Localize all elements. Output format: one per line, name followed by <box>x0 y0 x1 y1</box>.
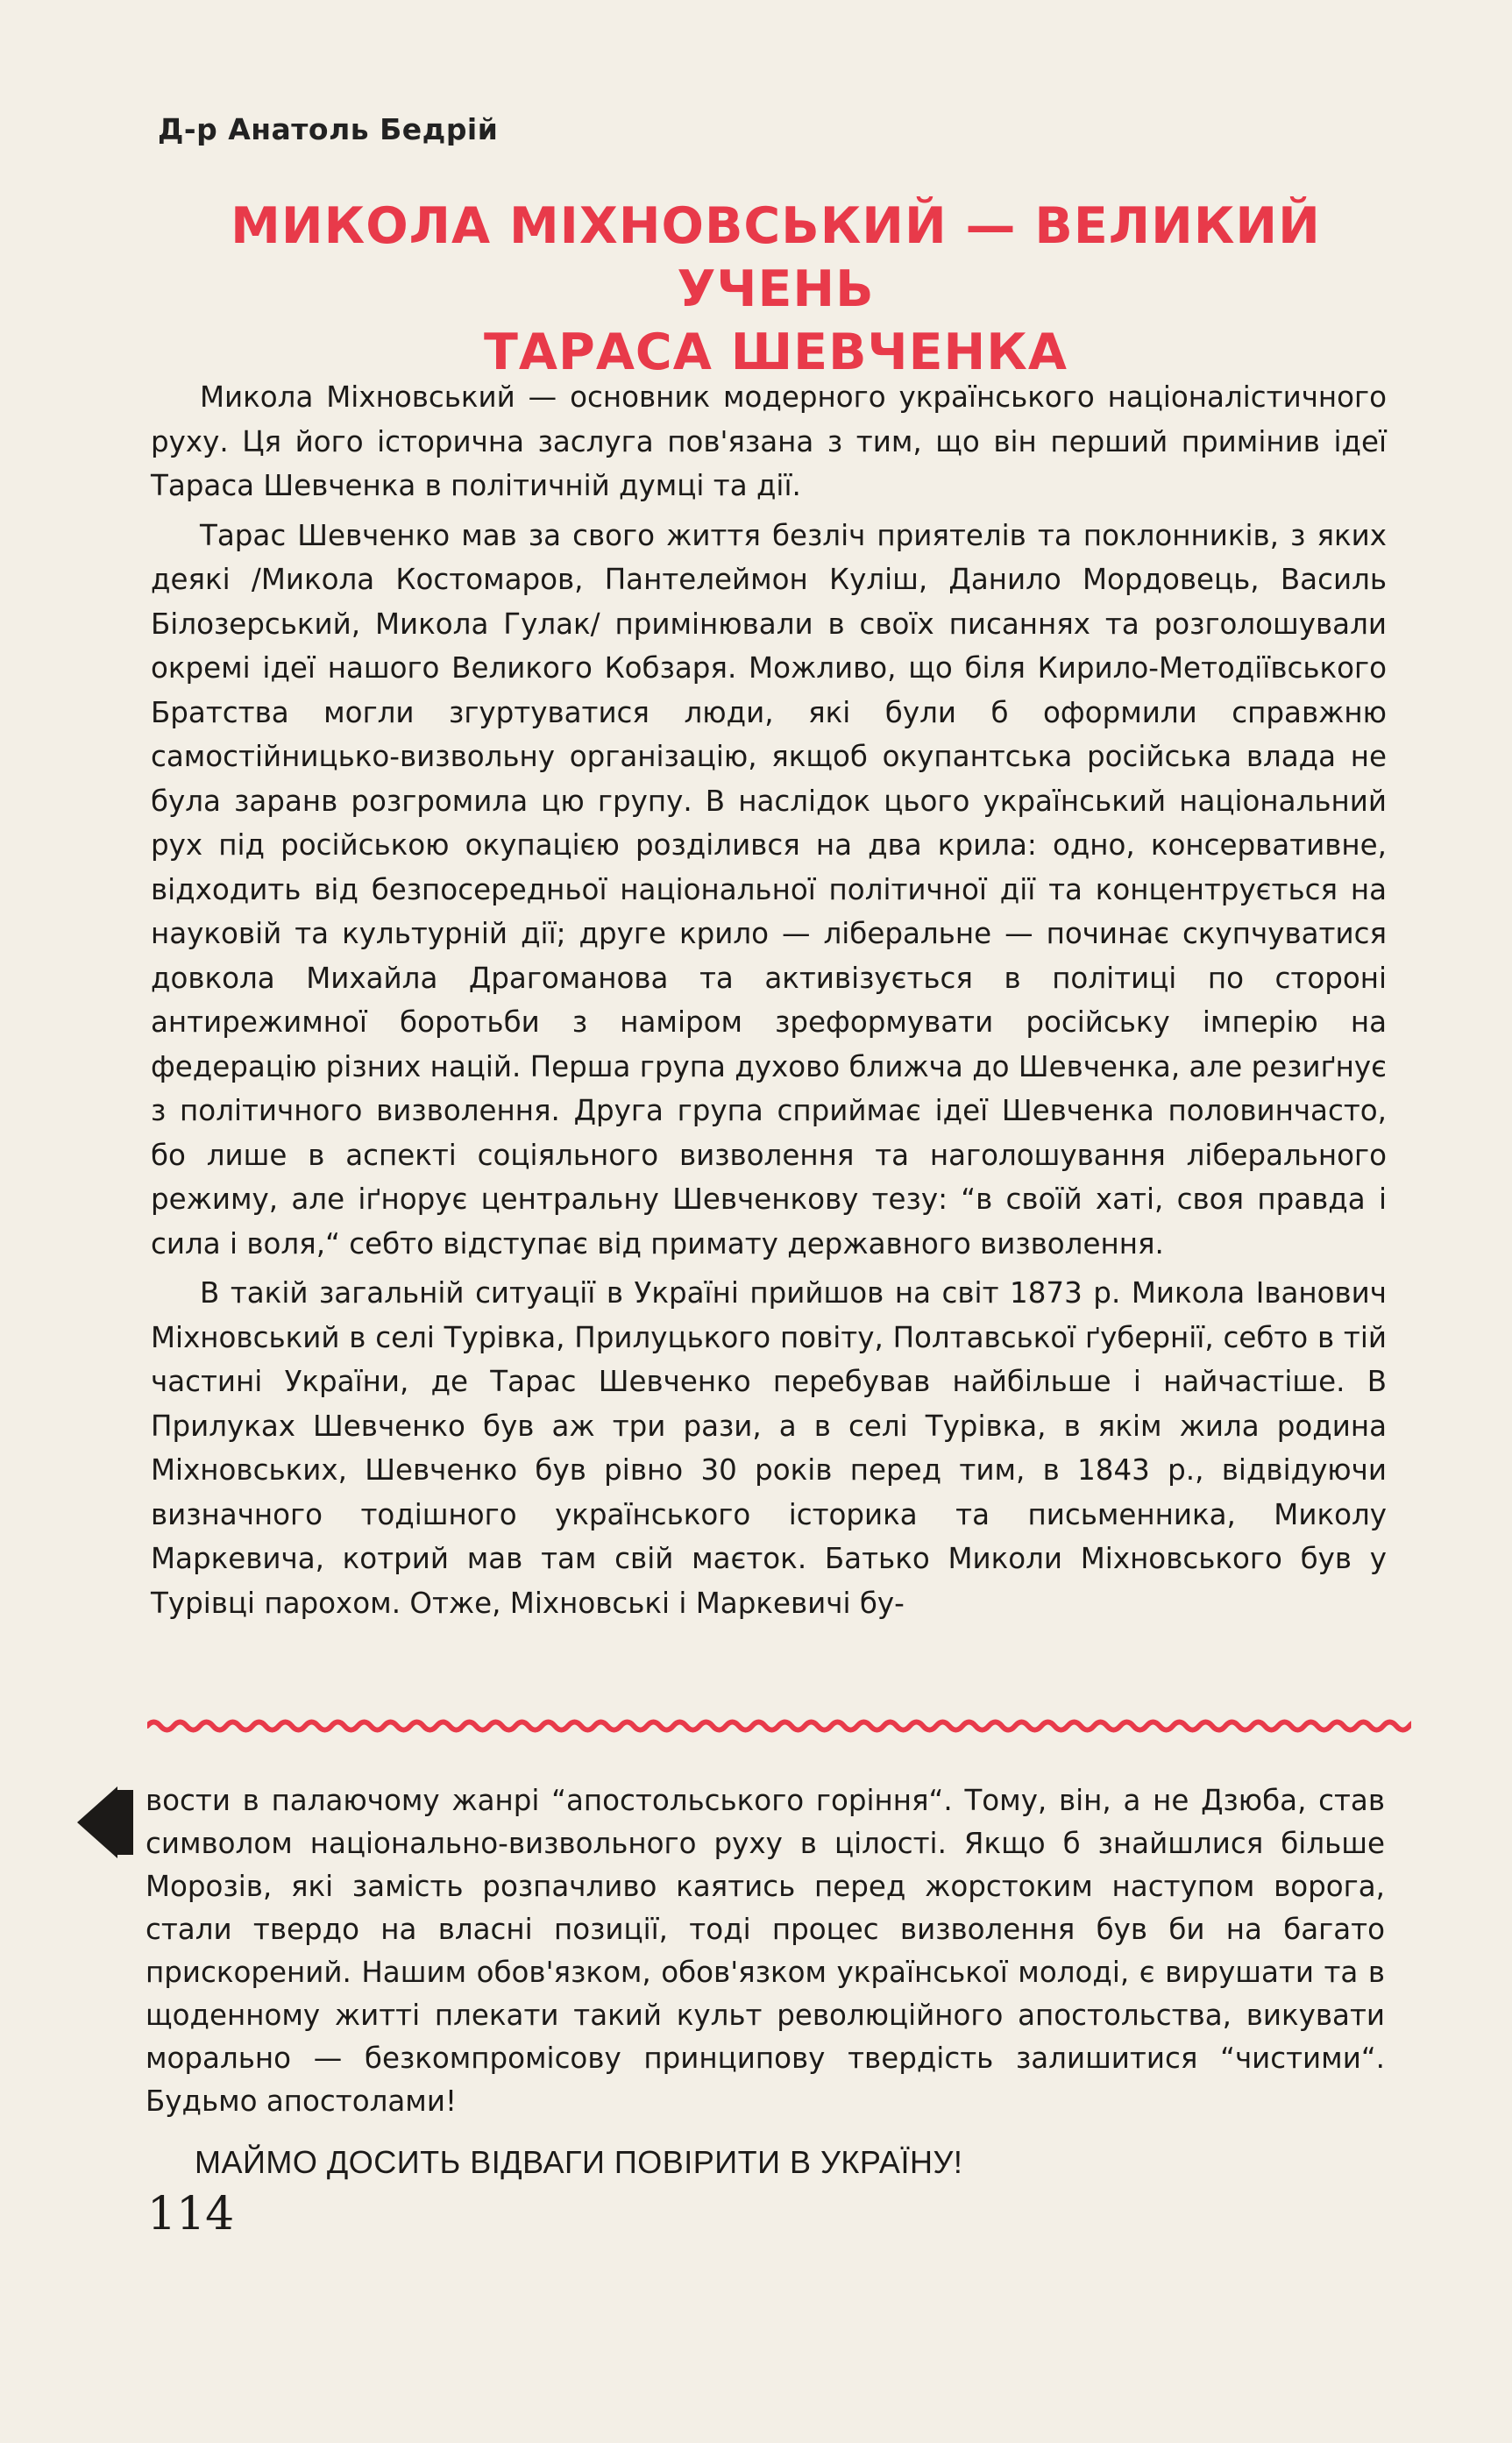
paragraph: Тарас Шевченко мав за свого життя безліч приятелів та поклонників, з яких деякі /Микола Костомаров, Пантелеймон Куліш, Данило Мордовець, Василь Білозерський, Микола Гулак/ примінювали в своїх писаннях та розголошували окремі ідеї нашого Великого Кобзаря. Можливо, що біля Кирило-Методіївського Братства могли згуртуватися люди, які були б оформили справжню самостійницько-визвольну організацію, якщоб окупантська російська влада не була заранв розгромила цю групу. В наслідок цього український національний рух під російською окупацією розділився на два крила: одно, консервативне, відходить від безпосередньої національної політичної дії та концентрується на науковій та культурній дії; друге крило — ліберальне — починає скупчуватися довкола Михайла Драгоманова та активізується в політиці по стороні антирежимної боротьби з наміром зреформувати російську імперію на федерацію різних націй. Перша група духово ближча до Шевченка, але резиґнує з політичного визволення. Друга група сприймає ідеї Шевченка половинчасто, бо лише в аспекті соціяльного визволення та наголошування ліберального режиму, але іґнорує центральну Шевченкову тезу: “в своїй хаті, своя правда і сила і воля,“ себто відступає від примату державного визволення. <box>151 518 1387 1261</box>
paragraph: В такій загальній ситуації в Україні прийшов на світ 1873 р. Микола Іванович Міхновський в селі Турівка, Прилуцького повіту, Полтавської ґубернії, себто в тій частині України, де Тарас Шевченко перебував найбільше і найчастіше. В Прилуках Шевченко був аж три рази, а в селі Турівка, в якім жила родина Міхновських, Шевченко був рівно 30 років перед тим, в 1843 р., відвідуючи визначного тодішного українського історика та письменника, Миколу Маркевича, котрий мав там свій маєток. Батько Миколи Міхновського був у Турівці парохом. Отже, Міхновські і Маркевичі бу- <box>151 1276 1387 1620</box>
wavy-separator <box>147 1713 1411 1739</box>
author-name: Д-р Анатоль Бедрій <box>158 112 499 146</box>
continuation-text: вости в палаючому жанрі “апостольського горіння“. Тому, він, а не Дзюба, став символом національно-визвольного руху в цілості. Якщо б знайшлися більше Морозів, які замість розпачливо каятись перед жорстоким наступом ворога, стали твердо на власні позиції, тоді процес визволення був би на багато прискорений. Нашим обов'язком, обов'язком української молоді, є вирушати та в щоденному житті плекати такий культ революційного апостольства, викувати морально — безкомпромісову принципову твердість залишитися “чистими“. Будьмо апостолами! <box>146 1784 1385 2118</box>
left-arrow-icon <box>75 1785 137 1860</box>
article-title <box>131 195 1420 384</box>
article-body <box>151 375 1387 1625</box>
continuation-block <box>146 1779 1385 2123</box>
paragraph: Микола Міхновський — основник модерного українського націоналістичного руху. Ця його історична заслуга пов'язана з тим, що він перший примінив ідеї Тараса Шевченка в політичній думці та дії. <box>151 380 1387 502</box>
title-line-2: ТАРАСА ШЕВЧЕНКА <box>484 323 1068 381</box>
page-number: 114 <box>147 2188 235 2241</box>
title-line-1: МИКОЛА МІХНОВСЬКИЙ — ВЕЛИКИЙ УЧЕНЬ <box>231 197 1321 318</box>
slogan: МАЙМО ДОСИТЬ ВІДВАГИ ПОВІРИТИ В УКРАЇНУ! <box>195 2144 963 2180</box>
